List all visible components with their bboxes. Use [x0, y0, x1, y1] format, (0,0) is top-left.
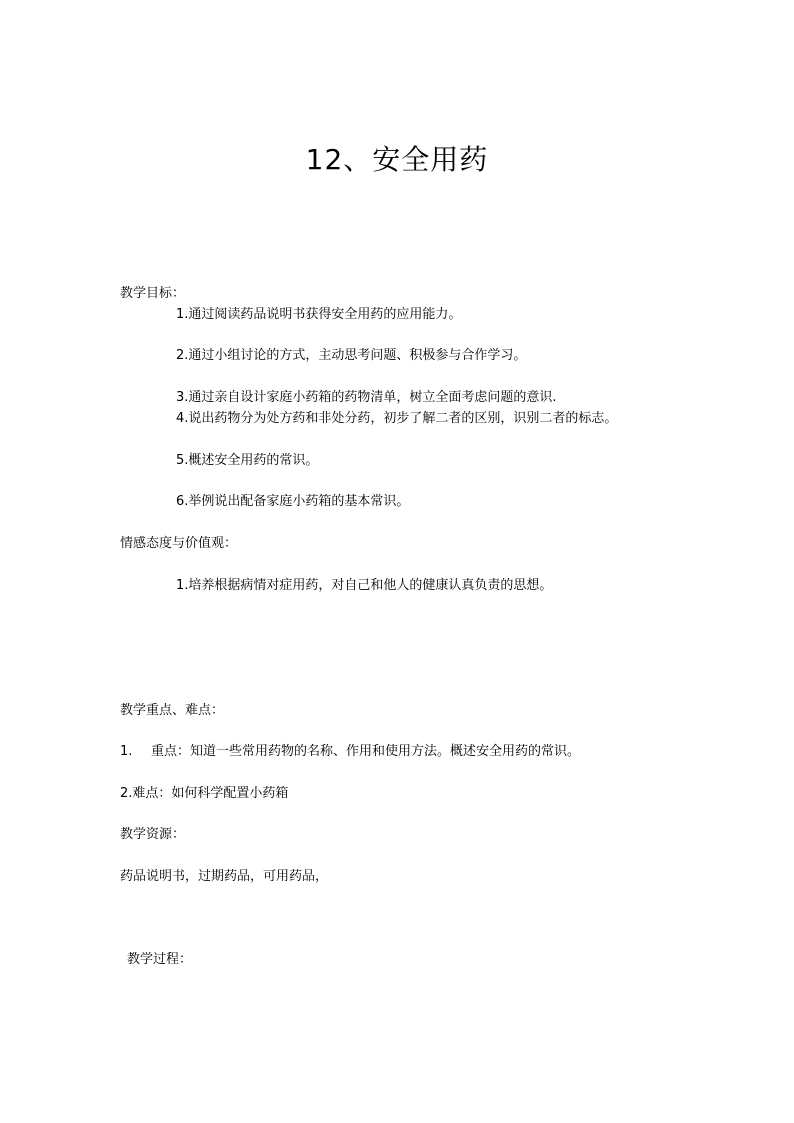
key-points-heading: 教学重点、难点：: [120, 703, 225, 718]
values-heading: 情感态度与价值观：: [120, 536, 238, 551]
page-title: 12、安全用药: [305, 143, 489, 176]
objective-item-1: 1.通过阅读药品说明书获得安全用药的应用能力。: [176, 307, 462, 322]
objective-item-5: 5.概述安全用药的常识。: [176, 453, 319, 468]
objective-item-4: 4.说出药物分为处方药和非处分药，初步了解二者的区别，识别二者的标志。: [176, 411, 618, 426]
objectives-heading: 教学目标：: [120, 286, 186, 301]
resources-heading: 教学资源：: [120, 827, 186, 842]
key-point-2: 2.难点：如何科学配置小药箱: [120, 786, 289, 801]
objective-item-3: 3.通过亲自设计家庭小药箱的药物清单，树立全面考虑问题的意识.: [176, 390, 557, 405]
resources-text: 药品说明书，过期药品，可用药品，: [120, 869, 329, 884]
objective-item-6: 6.举例说出配备家庭小药箱的基本常识。: [176, 494, 410, 509]
values-item-1: 1.培养根据病情对症用药，对自己和他人的健康认真负责的思想。: [176, 578, 553, 593]
key-point-1-text: 重点：知道一些常用药物的名称、作用和使用方法。概述安全用药的常识。: [151, 744, 581, 759]
process-heading: 教学过程：: [127, 952, 193, 967]
key-point-1-number: 1.: [120, 744, 133, 759]
objective-item-2: 2.通过小组讨论的方式，主动思考问题、积极参与合作学习。: [176, 348, 527, 363]
